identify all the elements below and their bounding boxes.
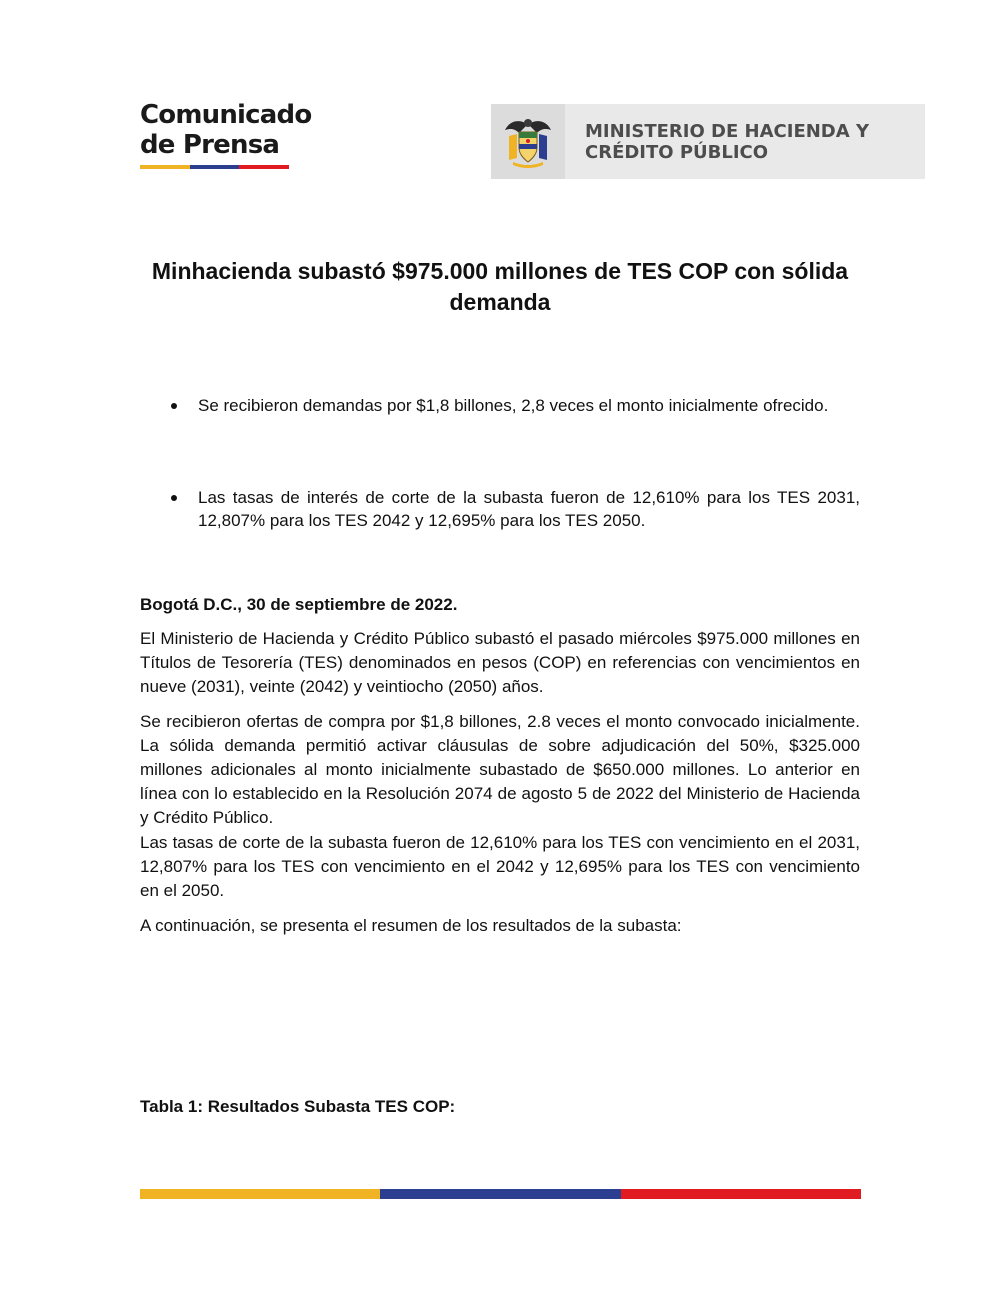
bullet-dot-icon [171, 403, 177, 409]
body-paragraph: Las tasas de corte de la subasta fueron de 12,610% para los TES con vencimiento en el 2031, 12,807% para los TES con vencimiento en el 2042 y 12,695% para los TES con vencimiento en el 2050. [140, 833, 860, 900]
ministry-header-logo [491, 104, 925, 179]
dateline: Bogotá D.C., 30 de septiembre de 2022. [140, 595, 458, 614]
comunicado-de-prensa-logo [140, 100, 340, 175]
ministry-name-line-2: CRÉDITO PÚBLICO [585, 141, 769, 163]
logo-line-1: Comunicado [140, 100, 312, 130]
bullet-text: Las tasas de interés de corte de la subasta fueron de 12,610% para los TES 2031, 12,807% para los TES 2042 y 12,695% para los TES 2050. [198, 488, 860, 530]
bullet-item [198, 394, 860, 417]
logo-color-bar [140, 165, 289, 169]
body-paragraph: El Ministerio de Hacienda y Crédito Público subastó el pasado miércoles $975.000 millones en Títulos de Tesorería (TES) denominados en pesos (COP) en referencias con vencimientos en nueve (2031), veinte (2042) y veintiocho (2050) años. [140, 629, 860, 696]
bullet-text: Se recibieron demandas por $1,8 billones, 2,8 veces el monto inicialmente ofrecido. [198, 396, 829, 415]
press-release-title: Minhacienda subastó $975.000 millones de TES COP con sólida demanda [151, 258, 849, 315]
table-caption: Tabla 1: Resultados Subasta TES COP: [140, 1097, 456, 1116]
ministry-name-line-1: MINISTERIO DE HACIENDA Y [585, 120, 869, 142]
body-paragraph: Se recibieron ofertas de compra por $1,8 billones, 2.8 veces el monto convocado inicialmente. La sólida demanda permitió activar cláusulas de sobre adjudicación del 50%, $325.000 millones adicionales al monto inicialmente subastado de $650.000 millones. Lo anterior en línea con lo establecido en la Resolución 2074 de agosto 5 de 2022 del Ministerio de Hacienda y Crédito Público. [140, 712, 860, 827]
body-paragraph: A continuación, se presenta el resumen de los resultados de la subasta: [140, 916, 682, 935]
bullet-item [198, 486, 860, 532]
colombia-coat-of-arms-icon [491, 104, 565, 179]
logo-line-2: de Prensa [140, 130, 280, 160]
footer-color-bar [140, 1189, 861, 1199]
bullet-dot-icon [171, 495, 177, 501]
